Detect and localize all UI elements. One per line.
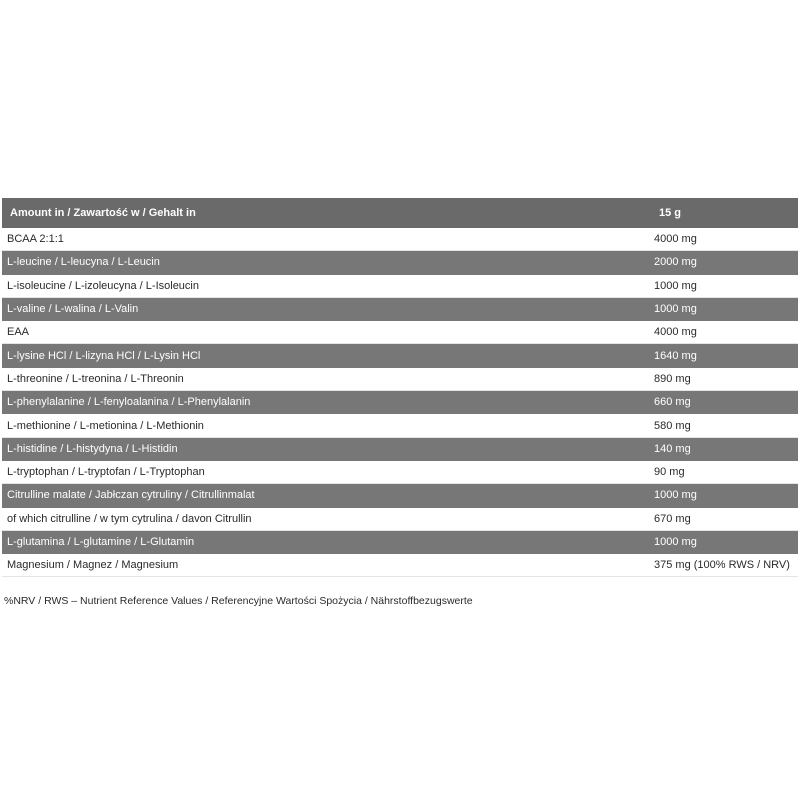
ingredient-name: of which citrulline / w tym cytrulina / davon Citrullin <box>7 512 252 525</box>
ingredient-amount: 1000 mg <box>654 279 697 292</box>
table-row <box>2 391 798 414</box>
table-row <box>2 344 798 367</box>
ingredient-amount: 1000 mg <box>654 536 697 548</box>
table-row <box>2 275 798 298</box>
ingredient-name: L-valine / L-walina / L-Valin <box>7 303 139 316</box>
ingredient-amount: 90 mg <box>654 466 685 479</box>
ingredient-name: BCAA 2:1:1 <box>7 233 64 246</box>
table-header-row <box>2 198 798 228</box>
ingredient-amount: 1000 mg <box>654 303 697 316</box>
ingredient-amount: 1640 mg <box>654 349 697 362</box>
ingredient-name: L-histidine / L-histydyna / L-Histidin <box>7 442 178 455</box>
ingredient-name: L-tryptophan / L-tryptofan / L-Tryptophan <box>7 466 205 479</box>
table-row <box>2 228 798 251</box>
ingredient-amount: 140 mg <box>654 442 691 455</box>
ingredient-amount: 670 mg <box>654 512 691 525</box>
table-row <box>2 554 798 577</box>
table-row <box>2 508 798 531</box>
header-amount-label: Amount in / Zawartość w / Gehalt in <box>10 206 196 219</box>
header-serving-size: 15 g <box>659 206 682 219</box>
ingredient-name: EAA <box>7 326 30 339</box>
ingredient-name: L-glutamina / L-glutamine / L-Glutamin <box>7 536 195 548</box>
table-row <box>2 438 798 461</box>
ingredient-name: L-lysine HCl / L-lizyna HCl / L-Lysin HCl <box>7 349 201 362</box>
table-row <box>2 298 798 321</box>
ingredient-amount: 890 mg <box>654 372 691 385</box>
ingredient-name: L-phenylalanine / L-fenyloalanina / L-Phenylalanin <box>7 396 251 409</box>
nutrition-table <box>2 198 798 577</box>
ingredient-amount: 580 mg <box>654 419 691 432</box>
table-row <box>2 251 798 274</box>
ingredient-name: L-leucine / L-leucyna / L-Leucin <box>7 256 160 269</box>
ingredient-name: L-isoleucine / L-izoleucyna / L-Isoleucin <box>7 279 199 292</box>
ingredient-name: Citrulline malate / Jabłczan cytruliny / Citrullinmalat <box>7 489 255 502</box>
table-row <box>2 461 798 484</box>
table-row <box>2 321 798 344</box>
nrv-footnote: %NRV / RWS – Nutrient Reference Values / Referencyjne Wartości Spożycia / Nährstoffbezugswerte <box>4 595 473 607</box>
ingredient-amount: 2000 mg <box>654 256 697 269</box>
ingredient-amount: 375 mg (100% RWS / NRV) <box>654 559 790 572</box>
ingredient-name: L-threonine / L-treonina / L-Threonin <box>7 372 184 385</box>
ingredient-amount: 660 mg <box>654 396 691 409</box>
table-row <box>2 414 798 437</box>
ingredient-amount: 4000 mg <box>654 326 697 339</box>
table-row <box>2 531 798 554</box>
ingredient-name: Magnesium / Magnez / Magnesium <box>7 559 179 572</box>
ingredient-amount: 4000 mg <box>654 233 697 246</box>
table-row <box>2 368 798 391</box>
ingredient-name: L-methionine / L-metionina / L-Methionin <box>7 419 204 432</box>
table-row <box>2 484 798 507</box>
ingredient-amount: 1000 mg <box>654 489 697 502</box>
